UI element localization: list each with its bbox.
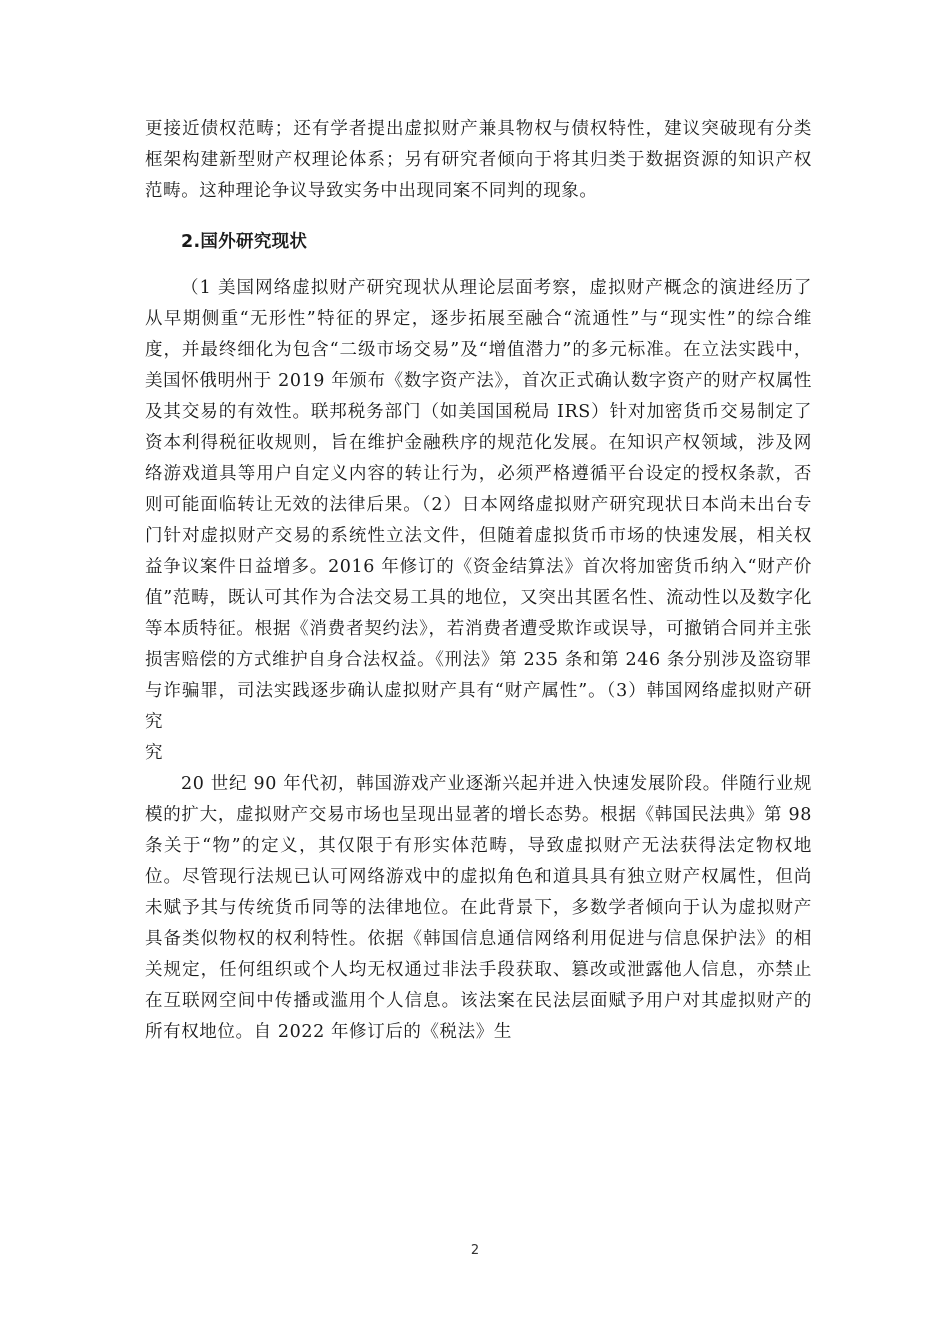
- paragraph-foreign-research-tail: 究: [145, 743, 164, 763]
- paragraph-korea-research: 20 世纪 90 年代初，韩国游戏产业逐渐兴起并进入快速发展阶段。伴随行业规模的扩大，虚拟财产交易市场也呈现出显著的增长态势。根据《韩国民法典》第 98 条关于“物”的定义，其仅限于有形实体范畴，导致虚拟财产无法获得法定物权地位。尽管现行法规已认可网络游戏中的虚拟角色和道具具有独立财产权属性，但尚未赋予其与传统货币同等的法律地位。在此背景下，多数学者倾向于认为虚拟财产具备类似物权的权利特性。依据《韩国信息通信网络利用促进与信息保护法》的相关规定，任何组织或个人均无权通过非法手段获取、篡改或泄露他人信息，亦禁止在互联网空间中传播或滥用个人信息。该法案在民法层面赋予用户对其虚拟财产的所有权地位。自 2022 年修订后的《税法》生: [145, 774, 812, 1042]
- paragraph-foreign-research-text: （1 美国网络虚拟财产研究现状从理论层面考察，虚拟财产概念的演进经历了从早期侧重“无形性”特征的界定，逐步拓展至融合“流通性”与“现实性”的综合维度，并最终细化为包含“二级市场交易”及“增值潜力”的多元标准。在立法实践中，美国怀俄明州于 2019 年颁布《数字资产法》，首次正式确认数字资产的财产权属性及其交易的有效性。联邦税务部门（如美国国税局 IRS）针对加密货币交易制定了资本利得税征收规则，旨在维护金融秩序的规范化发展。在知识产权领域，涉及网络游戏道具等用户自定义内容的转让行为，必须严格遵循平台设定的授权条款，否则可能面临转让无效的法律后果。（2）日本网络虚拟财产研究现状日本尚未出台专门针对虚拟财产交易的系统性立法文件，但随着虚拟货币市场的快速发展，相关权益争议案件日益增多。2016 年修订的《资金结算法》首次将加密货币纳入“财产价值”范畴，既认可其作为合法交易工具的地位，又突出其匿名性、流动性以及数字化等本质特征。根据《消费者契约法》，若消费者遭受欺诈或误导，可撤销合同并主张损害赔偿的方式维护自身合法权益。《刑法》第 235 条和第 246 条分别涉及盗窃罪与诈骗罪，司法实践逐步确认虚拟财产具有“财产属性”。（3）韩国网络虚拟财产研究: [145, 278, 812, 732]
- page-number: 2: [470, 1243, 480, 1258]
- section-heading: 2.国外研究现状: [181, 232, 308, 252]
- paragraph-continuation: 更接近债权范畴；还有学者提出虚拟财产兼具物权与债权特性，建议突破现有分类框架构建新型财产权理论体系；另有研究者倾向于将其归类于数据资源的知识产权范畴。这种理论争议导致实务中出现同案不同判的现象。: [145, 119, 812, 201]
- paragraph-foreign-research: [145, 273, 812, 769]
- body-text: [145, 114, 812, 1048]
